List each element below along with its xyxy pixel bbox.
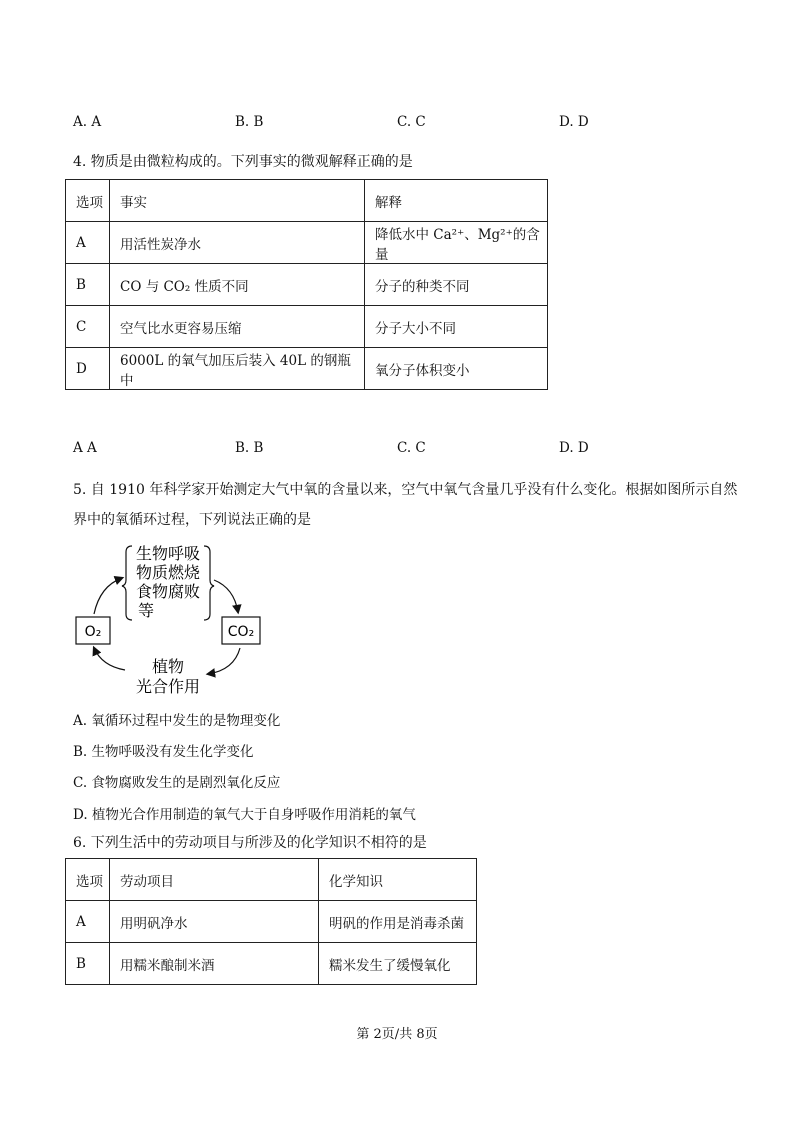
table-cell: 用糯米酿制米酒 xyxy=(110,943,319,985)
header-cell: 化学知识 xyxy=(319,859,477,901)
o2-label: O₂ xyxy=(84,624,102,640)
table-row xyxy=(66,264,548,306)
q3-option-d: D. D xyxy=(559,114,589,130)
table-cell: B xyxy=(66,943,110,985)
q6-stem: 6. 下列生活中的劳动项目与所涉及的化学知识不相符的是 xyxy=(73,835,427,851)
header-cell: 选项 xyxy=(66,180,110,222)
q5-stem-line2: 界中的氧循环过程，下列说法正确的是 xyxy=(73,512,311,528)
arrow-o2-to-processes xyxy=(94,578,122,614)
table-cell: 明矾的作用是消毒杀菌 xyxy=(319,901,477,943)
arrow-processes-to-co2 xyxy=(214,580,238,612)
header-cell: 解释 xyxy=(365,180,548,222)
table-cell: 氧分子体积变小 xyxy=(365,348,548,390)
q3-option-b: B. B xyxy=(235,114,264,130)
table-cell: 糯米发生了缓慢氧化 xyxy=(319,943,477,985)
header-cell: 选项 xyxy=(66,859,110,901)
table-header-row xyxy=(66,859,477,901)
table-cell: A xyxy=(66,222,110,264)
table-cell: 分子的种类不同 xyxy=(365,264,548,306)
q4-option-d: D. D xyxy=(559,440,589,456)
q5-stem-line1: 5. 自 1910 年科学家开始测定大气中氧的含量以来，空气中氧气含量几乎没有什么变化。根据如图所示自然 xyxy=(73,482,738,498)
table-row xyxy=(66,222,548,264)
diagram-label: 物质燃烧 xyxy=(135,563,201,582)
table-cell: 空气比水更容易压缩 xyxy=(110,306,365,348)
q5-choice-d: D. 植物光合作用制造的氧气大于自身呼吸作用消耗的氧气 xyxy=(73,807,416,823)
table-row xyxy=(66,901,477,943)
q4-option-b: B. B xyxy=(235,440,264,456)
diagram-label: 等 xyxy=(137,601,155,620)
q4-option-a: A A xyxy=(73,440,97,456)
co2-label: CO₂ xyxy=(227,624,255,640)
table-header-row xyxy=(66,180,548,222)
q4-option-c: C. C xyxy=(397,440,426,456)
q6-table xyxy=(65,858,477,985)
table-row xyxy=(66,943,477,985)
table-cell: 用活性炭净水 xyxy=(110,222,365,264)
arrow-plants-to-o2 xyxy=(94,648,125,670)
diagram-label: 生物呼吸 xyxy=(135,544,201,563)
oxygen-cycle-diagram xyxy=(70,540,270,700)
table-cell: 降低水中 Ca²⁺、Mg²⁺的含量 xyxy=(365,222,548,264)
arrow-co2-to-plants xyxy=(208,648,240,674)
left-brace xyxy=(122,546,132,620)
table-cell: C xyxy=(66,306,110,348)
q5-choice-b: B. 生物呼吸没有发生化学变化 xyxy=(73,744,254,760)
right-brace xyxy=(204,546,214,620)
table-cell: CO 与 CO₂ 性质不同 xyxy=(110,264,365,306)
table-cell: 6000L 的氧气加压后装入 40L 的钢瓶中 xyxy=(110,348,365,390)
table-cell: D xyxy=(66,348,110,390)
table-row xyxy=(66,306,548,348)
table-cell: 分子大小不同 xyxy=(365,306,548,348)
diagram-label: 植物 xyxy=(151,657,185,676)
page-footer: 第 2页/共 8页 xyxy=(356,1027,438,1042)
header-cell: 事实 xyxy=(110,180,365,222)
diagram-label: 食物腐败 xyxy=(135,582,201,601)
q3-option-a: A. A xyxy=(73,114,102,130)
q5-choice-c: C. 食物腐败发生的是剧烈氧化反应 xyxy=(73,775,281,791)
table-cell: A xyxy=(66,901,110,943)
table-cell: B xyxy=(66,264,110,306)
q3-option-c: C. C xyxy=(397,114,426,130)
q4-table xyxy=(65,179,548,390)
header-cell: 劳动项目 xyxy=(110,859,319,901)
table-cell: 用明矾净水 xyxy=(110,901,319,943)
q5-choice-a: A. 氧循环过程中发生的是物理变化 xyxy=(73,713,281,729)
diagram-label: 光合作用 xyxy=(135,677,201,696)
table-row xyxy=(66,348,548,390)
q4-stem: 4. 物质是由微粒构成的。下列事实的微观解释正确的是 xyxy=(73,154,413,170)
